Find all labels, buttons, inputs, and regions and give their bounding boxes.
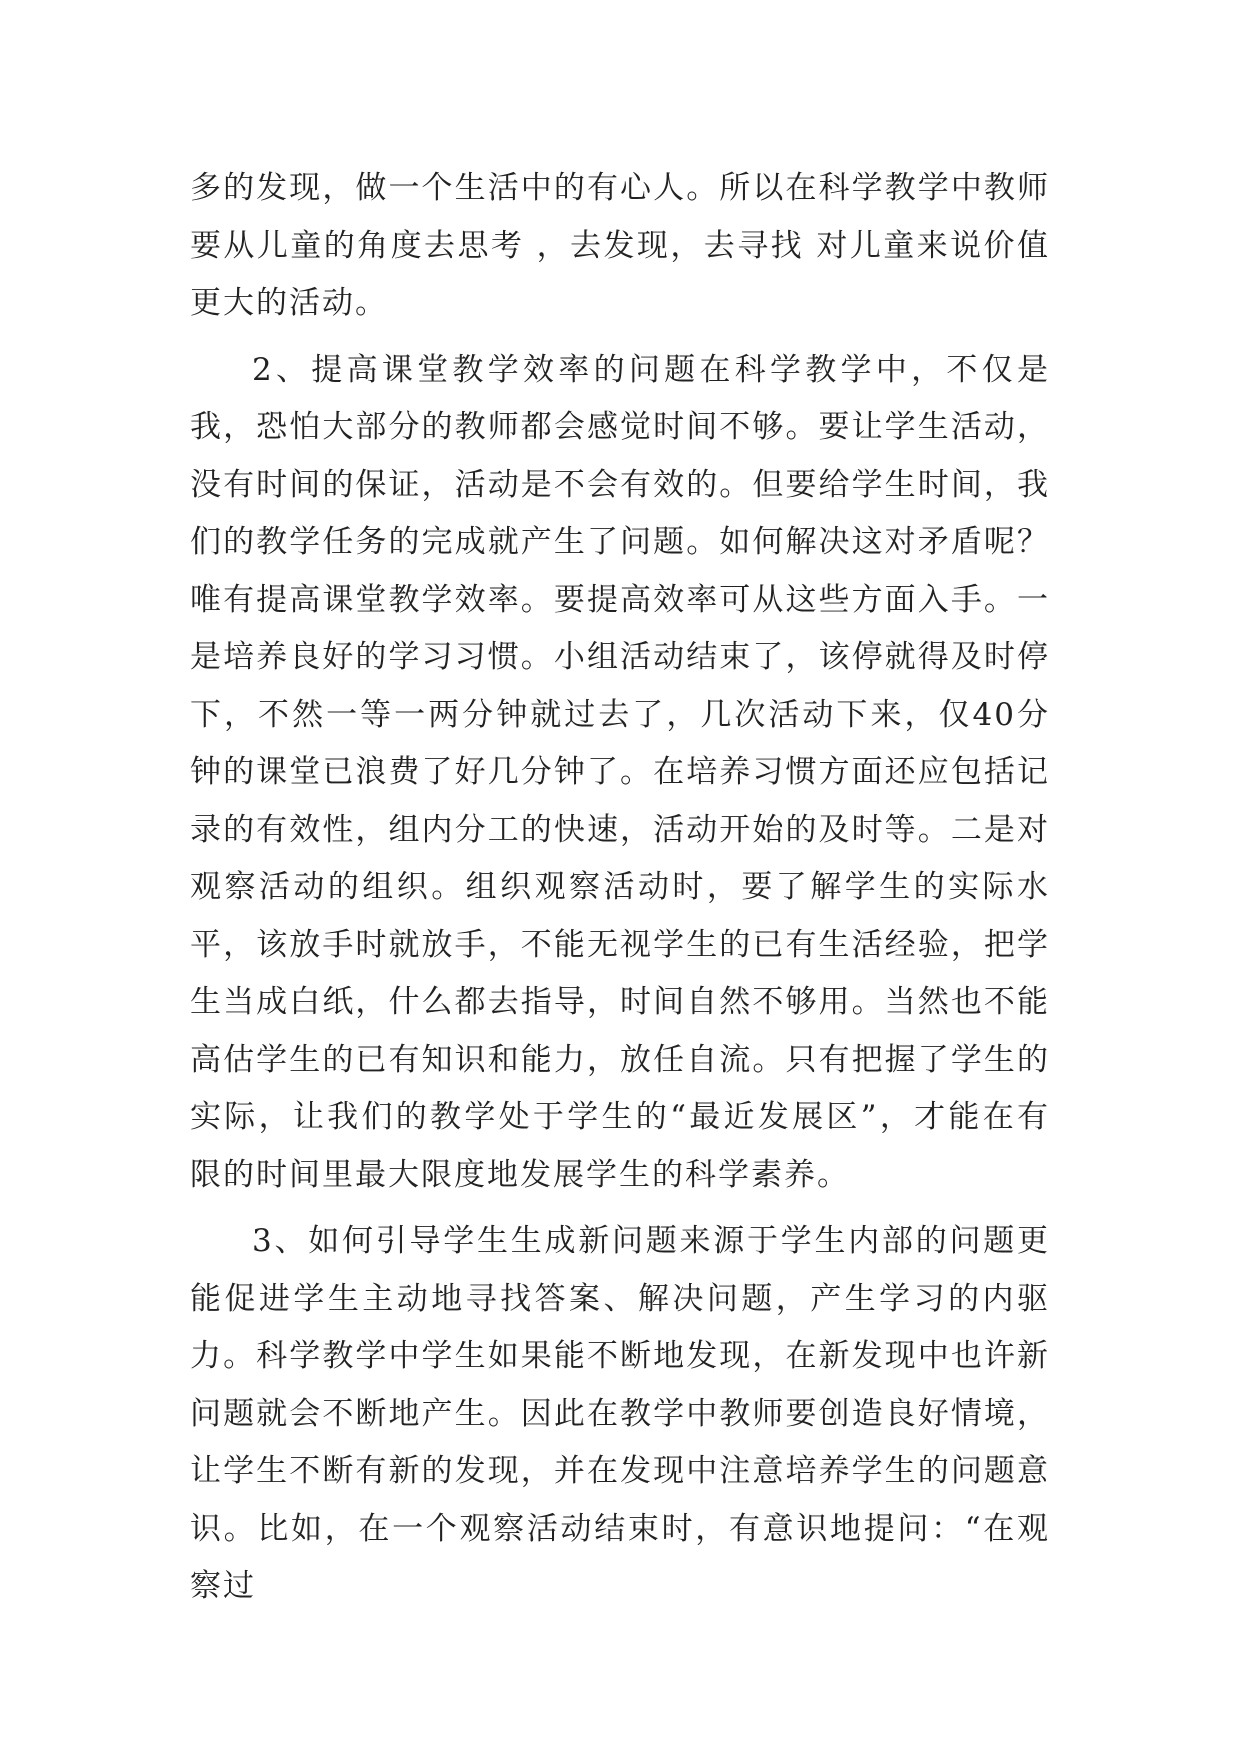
document-body bbox=[190, 160, 1050, 1625]
paragraph-continuation: 多的发现，做一个生活中的有心人。所以在科学教学中教师要从儿童的角度去思考 ，去发现，去寻找 对儿童来说价值更大的活动。 bbox=[190, 170, 1050, 321]
paragraph-point-2: 2、提高课堂教学效率的问题在科学教学中，不仅是我，恐怕大部分的教师都会感觉时间不够。要让学生活动，没有时间的保证，活动是不会有效的。但要给学生时间，我们的教学任务的完成就产生了问题。如何解决这对矛盾呢？唯有提高课堂教学效率。要提高效率可从这些方面入手。一是培养良好的学习习惯。小组活动结束了，该停就得及时停下，不然一等一两分钟就过去了，几次活动下来，仅40分钟的课堂已浪费了好几分钟了。在培养习惯方面还应包括记录的有效性，组内分工的快速，活动开始的及时等。二是对观察活动的组织。组织观察活动时，要了解学生的实际水平，该放手时就放手，不能无视学生的已有生活经验，把学生当成白纸，什么都去指导，时间自然不够用。当然也不能高估学生的已有知识和能力，放任自流。只有把握了学生的实际，让我们的教学处于学生的“最近发展区”，才能在有限的时间里最大限度地发展学生的科学素养。 bbox=[190, 351, 1050, 1193]
paragraph-point-3: 3、如何引导学生生成新问题来源于学生内部的问题更能促进学生主动地寻找答案、解决问题，产生学习的内驱力。科学教学中学生如果能不断地发现，在新发现中也许新问题就会不断地产生。因此在教学中教师要创造良好情境，让学生不断有新的发现，并在发现中注意培养学生的问题意识。比如，在一个观察活动结束时，有意识地提问：“在观察过 bbox=[190, 1223, 1050, 1604]
